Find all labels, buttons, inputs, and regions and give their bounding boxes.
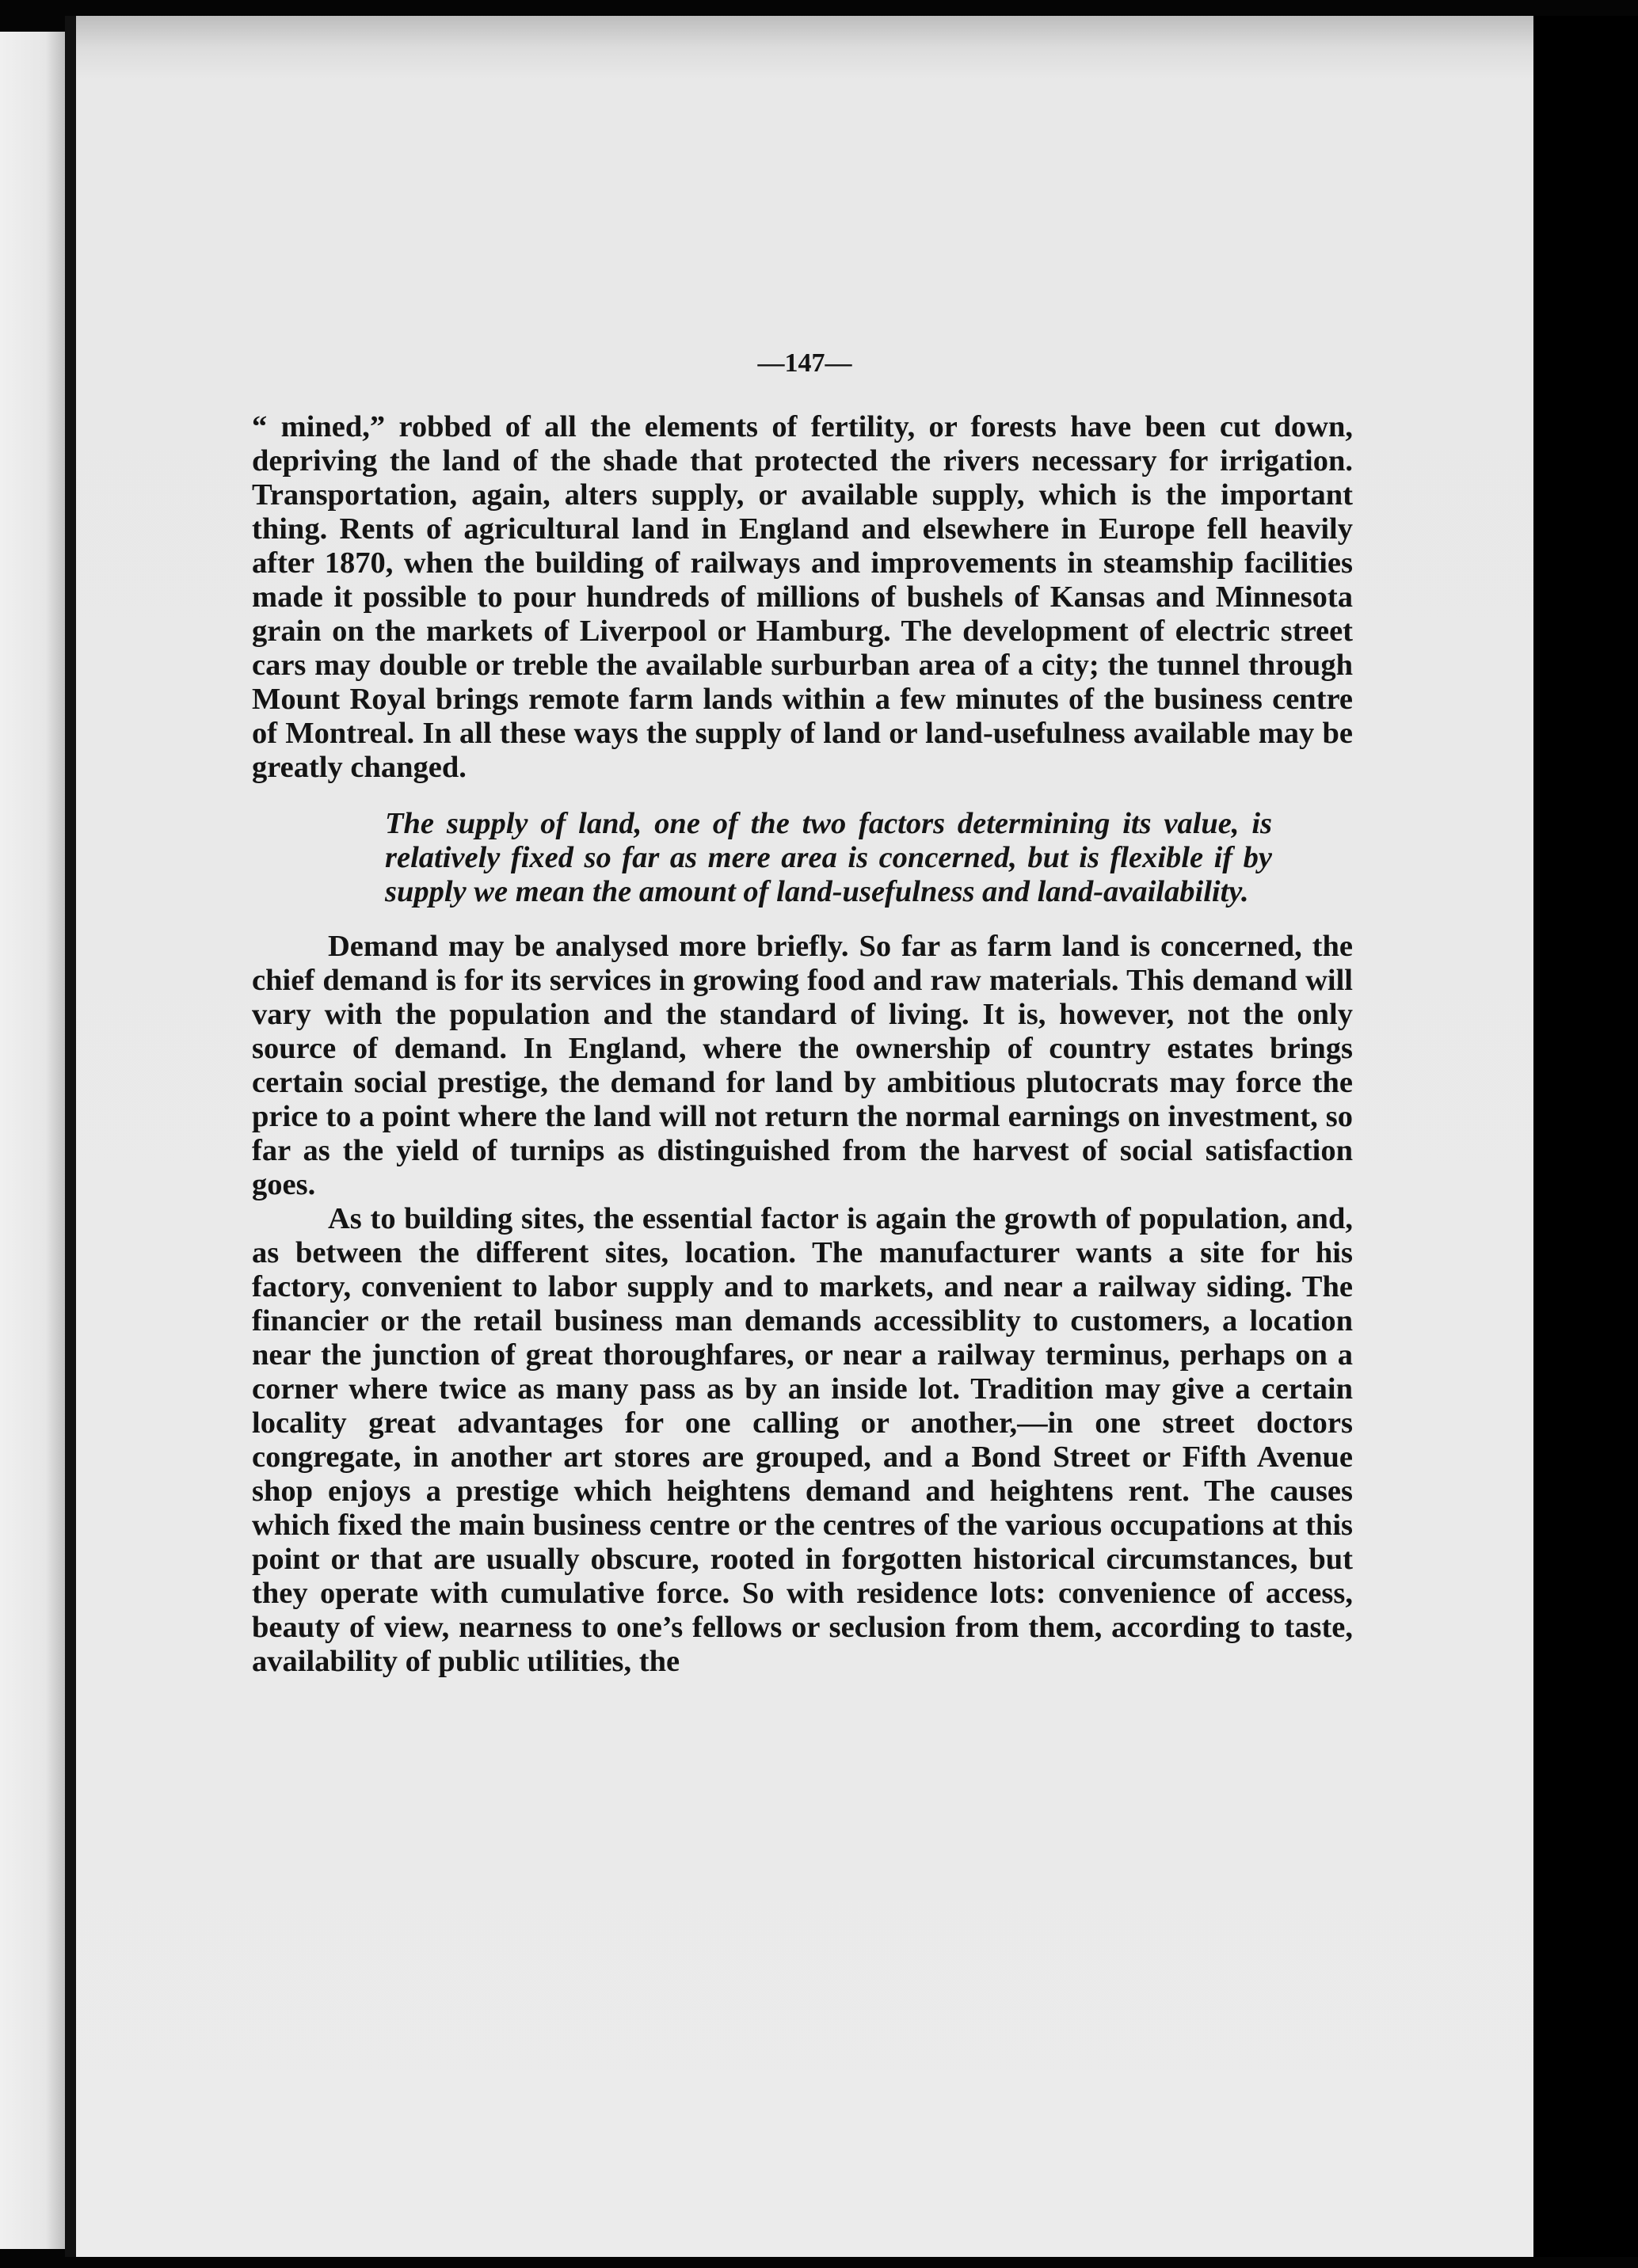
paragraph-demand: Demand may be analysed more briefly. So far as farm land is concerned, the chief demand is for its services in growing food and raw materials. This demand will vary with the population and the standard of living. It is, however, not the only source of demand. In England, where the ownership of country estates brings certain social prestige, the demand for land by ambitious plutocrats may force the price to a point where the land will not return the normal earnings on investment, so far as the yield of turnips as distinguished from the harvest of social satisfaction goes. bbox=[252, 930, 1353, 1201]
book-page bbox=[76, 16, 1533, 2257]
paragraph-supply-changes: “ mined,” robbed of all the elements of fertility, or forests have been cut down, depriving the land of the shade that protected the rivers necessary for irrigation. Transportation, again, alters supply, or available supply, which is the important thing. Rents of agricultural land in England and elsewhere in Europe fell heavily after 1870, when the building of railways and improvements in steamship facilities made it possible to pour hundreds of millions of bushels of Kansas and Minnesota grain on the markets of Liverpool or Hamburg. The development of electric street cars may double or treble the available surburban area of a city; the tunnel through Mount Royal brings remote farm lands within a few minutes of the business centre of Montreal. In all these ways the supply of land or land-usefulness available may be greatly changed. bbox=[252, 410, 1353, 784]
paragraph-building-sites: As to building sites, the essential factor is again the growth of population, and, as between the different sites, location. The manufacturer wants a site for his factory, convenient to labor supply and to markets, and near a railway siding. The financier or the retail business man demands accessiblity to customers, a location near the junction of great thoroughfares, or near a railway terminus, perhaps on a corner where twice as many pass as by an inside lot. Tradition may give a certain locality great advantages for one calling or another,—in one street doctors congregate, in another art stores are grouped, and a Bond Street or Fifth Avenue shop enjoys a prestige which heightens demand and heightens rent. The causes which fixed the main business centre or the centres of the various occupations at this point or that are usually obscure, rooted in forgotten historical circumstances, but they operate with cumulative force. So with residence lots: convenience of access, beauty of view, nearness to one’s fellows or seclusion from them, according to taste, availability of public utilities, the bbox=[252, 1202, 1353, 1678]
italic-summary: The supply of land, one of the two factors determining its value, is relatively fixed so far as mere area is concerned, but is flexible if by supply we mean the amount of land-usefulness and land-availability. bbox=[385, 807, 1272, 908]
page-number: —147— bbox=[757, 348, 852, 378]
book-gutter bbox=[65, 16, 76, 2257]
previous-page-edge bbox=[0, 32, 65, 2249]
scan-right-shadow bbox=[1533, 16, 1638, 2257]
page-body bbox=[252, 410, 1353, 1679]
